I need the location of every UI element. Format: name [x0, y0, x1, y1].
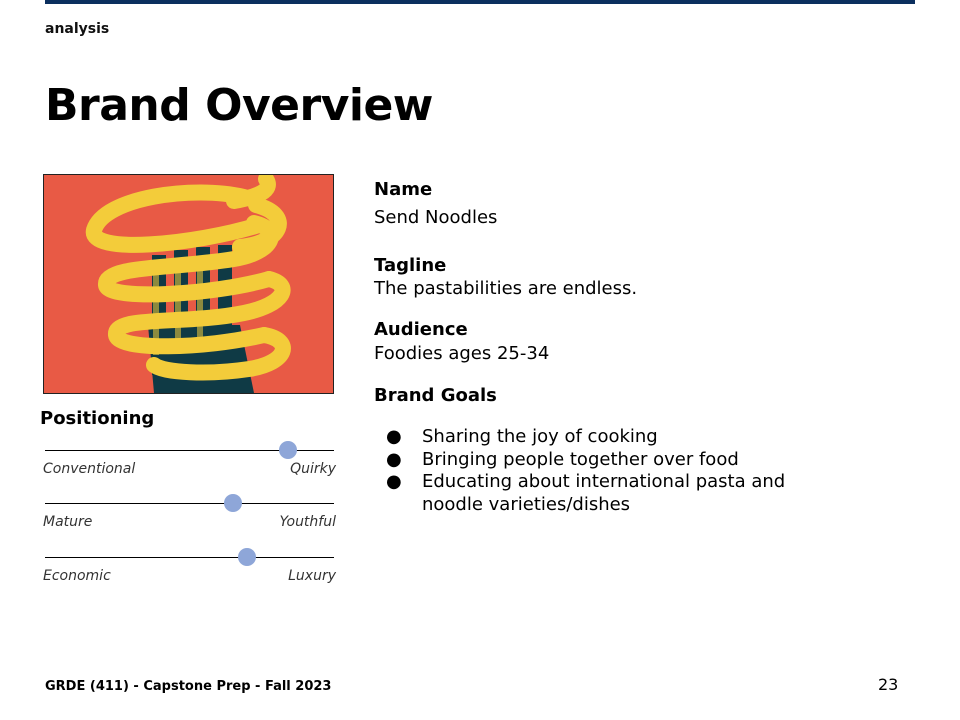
positioning-slider-luxury [43, 557, 336, 597]
name-label: Name [374, 179, 433, 200]
top-accent-bar [45, 0, 915, 4]
tagline-value: The pastabilities are endless. [374, 278, 638, 299]
slider-right-label: Youthful [279, 514, 336, 530]
slider-track [45, 557, 334, 558]
brand-goals-list [386, 426, 826, 516]
goal-text: Bringing people together over food [422, 448, 739, 470]
audience-label: Audience [374, 319, 468, 340]
slider-knob [238, 548, 256, 566]
name-value: Send Noodles [374, 207, 498, 228]
bullet-icon: ● [386, 471, 402, 492]
brand-image [43, 174, 334, 394]
slider-right-label: Quirky [290, 461, 336, 477]
list-item [386, 426, 826, 449]
slider-right-label: Luxury [288, 568, 336, 584]
section-label: analysis [45, 21, 110, 37]
positioning-slider-quirky [43, 450, 336, 490]
bullet-icon: ● [386, 426, 402, 447]
slider-left-label: Economic [43, 568, 111, 584]
page-title: Brand Overview [45, 80, 433, 131]
goal-text: Sharing the joy of cooking [422, 426, 658, 447]
brand-goals-label: Brand Goals [374, 385, 497, 406]
slider-track [45, 503, 334, 504]
list-item [386, 471, 826, 516]
positioning-title: Positioning [40, 408, 155, 429]
page-number: 23 [878, 675, 899, 694]
noodles-fork-icon [44, 175, 333, 393]
slider-left-label: Conventional [43, 461, 136, 477]
positioning-slider-youthful [43, 503, 336, 543]
bullet-icon: ● [386, 448, 402, 470]
list-item [386, 449, 826, 472]
goal-text: Educating about international pasta and noodle varieties/dishes [422, 471, 786, 515]
slider-knob [279, 441, 297, 459]
footer-course: GRDE (411) - Capstone Prep - Fall 2023 [45, 679, 332, 694]
slider-left-label: Mature [43, 514, 93, 530]
slider-knob [224, 494, 242, 512]
tagline-label: Tagline [374, 255, 447, 276]
audience-value: Foodies ages 25-34 [374, 343, 550, 364]
